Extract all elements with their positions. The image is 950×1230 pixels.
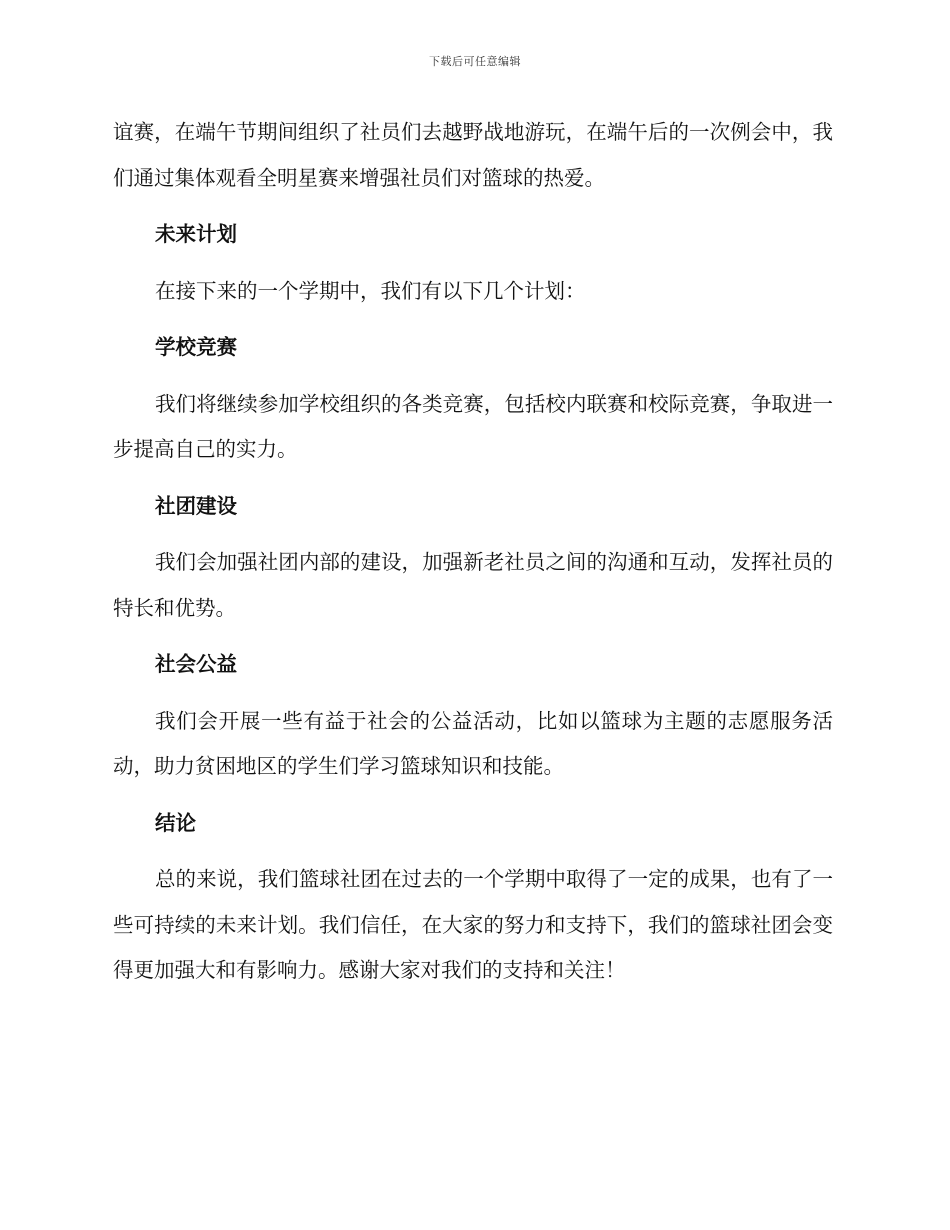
paragraph-continued: 谊赛，在端午节期间组织了社员们去越野战地游玩，在端午后的一次例会中，我们通过集体观看全明星赛来增强社员们对篮球的热爱。 [113, 120, 833, 190]
section-heading-future-plans: 未来计划 [155, 222, 237, 246]
page-header: 下载后可任意编辑 [429, 55, 521, 68]
paragraph-school-competition: 我们将继续参加学校组织的各类竞赛，包括校内联赛和校际竞赛，争取进一步提高自己的实力。 [113, 391, 833, 461]
paragraph-public-welfare: 我们会开展一些有益于社会的公益活动，比如以篮球为主题的志愿服务活动，助力贫困地区的学生们学习篮球知识和技能。 [113, 708, 833, 778]
paragraph-future-plans-intro: 在接下来的一个学期中，我们有以下几个计划： [155, 278, 586, 303]
section-heading-club-building: 社团建设 [155, 493, 237, 518]
section-heading-conclusion: 结论 [155, 810, 196, 835]
paragraph-conclusion: 总的来说，我们篮球社团在过去的一个学期中取得了一定的成果，也有了一些可持续的未来计划。我们信任，在大家的努力和支持下，我们的篮球社团会变得更加强大和有影响力。感谢大家对我们的支持和关注！ [113, 867, 833, 982]
section-heading-school-competition: 学校竞赛 [155, 335, 237, 359]
section-heading-public-welfare: 社会公益 [155, 652, 237, 676]
document-body [113, 110, 833, 1005]
paragraph-club-building: 我们会加强社团内部的建设，加强新老社员之间的沟通和互动，发挥社员的特长和优势。 [113, 550, 833, 620]
